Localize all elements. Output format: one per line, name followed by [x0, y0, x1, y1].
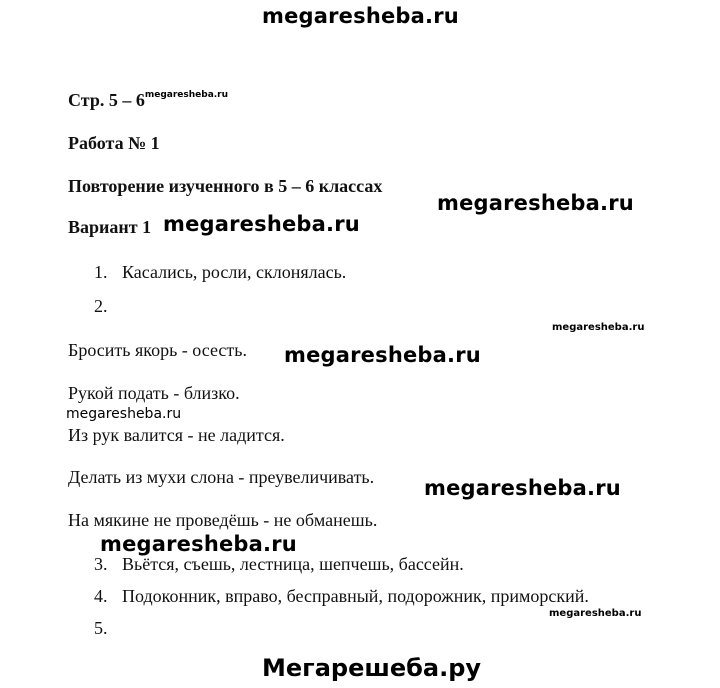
- work-title: Работа № 1: [68, 133, 160, 153]
- page-reference: [68, 90, 228, 111]
- top-watermark: megaresheba.ru: [262, 4, 459, 28]
- item-number: 4.: [94, 586, 108, 606]
- idiom-4: Делать из мухи слона - преувеличивать.: [68, 467, 375, 487]
- idiom-1: Бросить якорь - осесть.: [68, 340, 247, 360]
- list-item-1: [94, 262, 346, 283]
- superscript-watermark: megaresheba.ru: [144, 90, 229, 100]
- idiom-3: Из рук валится - не ладится.: [68, 425, 285, 445]
- item3-watermark: megaresheba.ru: [100, 532, 297, 556]
- item-text: Вьётся, съешь, лестница, шепчешь, бассейн.: [122, 554, 464, 574]
- idiom-watermark: megaresheba.ru: [284, 343, 481, 367]
- topic-watermark: megaresheba.ru: [437, 191, 634, 215]
- item-number: 1.: [94, 262, 108, 282]
- item-number: 3.: [94, 554, 108, 574]
- list-item-4: [94, 586, 589, 607]
- item-number: 5.: [94, 618, 108, 638]
- list-item-5: [94, 618, 122, 639]
- bottom-right-small-watermark: megaresheba.ru: [549, 608, 642, 619]
- topic-title: Повторение изученного в 5 – 6 классах: [68, 176, 383, 196]
- item-text: Касались, росли, склонялась.: [122, 262, 347, 282]
- item-number: 2.: [94, 296, 108, 316]
- footer-brand: Мегарешеба.ру: [262, 654, 482, 682]
- idiom-5: На мякине не проведёшь - не обманешь.: [68, 510, 378, 530]
- idiom-4-watermark: megaresheba.ru: [424, 476, 621, 500]
- list-item-2: [94, 296, 122, 317]
- variant-watermark: megaresheba.ru: [163, 212, 360, 236]
- idiom-2: Рукой подать - близко.: [68, 383, 240, 403]
- variant-title: Вариант 1: [68, 217, 152, 237]
- item-text: Подоконник, вправо, бесправный, подорожник, приморский.: [122, 586, 589, 606]
- right-small-watermark: megaresheba.ru: [552, 322, 645, 333]
- list-item-3: [94, 554, 464, 575]
- left-small-watermark: megaresheba.ru: [66, 406, 182, 422]
- page-reference-text: Стр. 5 – 6: [68, 90, 145, 110]
